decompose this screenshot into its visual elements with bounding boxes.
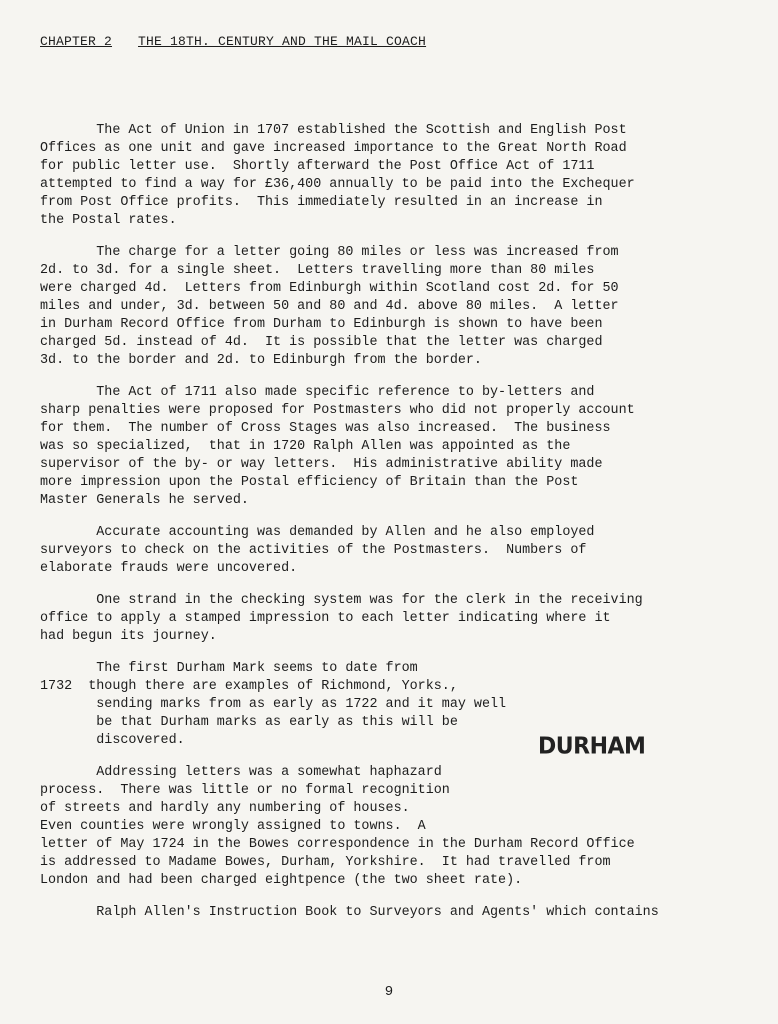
chapter-header <box>40 34 426 49</box>
paragraph-act-of-1711: The Act of 1711 also made specific reference to by-letters and sharp penalties were proposed for Postmasters who did not properly account for them. The number of Cross Stages was also increased. The business was so specialized, that in 1720 Ralph Allen was appointed as the supervisor of the by- or way letters. His administrative ability made more impression upon the Postal efficiency of Britain than the Post Master Generals he served. <box>40 385 635 508</box>
durham-stamp-impression: DURHAM <box>538 733 646 760</box>
paragraph-act-of-union: The Act of Union in 1707 established the Scottish and English Post Offices as one unit and gave increased importance to the Great North Road for public letter use. Shortly afterward the Post Office Act of 1711 attempted to find a way for £36,400 annually to be paid into the Exchequer from Post Office profits. This immediately resulted in an increase in the Postal rates. <box>40 123 635 228</box>
chapter-number: CHAPTER 2 <box>40 34 113 49</box>
paragraph-checking-system: One strand in the checking system was for the clerk in the receiving office to apply a stamped impression to each letter indicating where it had begun its journey. <box>40 593 643 644</box>
paragraph-instruction-book: Ralph Allen's Instruction Book to Surveyors and Agents' which contains <box>40 905 659 920</box>
page-number: 9 <box>384 984 394 1000</box>
paragraph-durham-mark: The first Durham Mark seems to date from 1732 though there are examples of Richmond, Yorks., sending marks from as early as 1722 and it may well be that Durham marks as early as this will be discovered. <box>40 661 507 748</box>
paragraph-letter-charges: The charge for a letter going 80 miles or less was increased from 2d. to 3d. for a single sheet. Letters travelling more than 80 miles were charged 4d. Letters from Edinburgh within Scotland cost 2d. for 50 miles and under, 3d. between 50 and 80 and 4d. above 80 miles. A letter in Durham Record Office from Durham to Edinburgh is shown to have been charged 5d. instead of 4d. It is possible that the letter was charged 3d. to the border and 2d. to Edinburgh from the border. <box>40 245 619 368</box>
paragraph-accurate-accounting: Accurate accounting was demanded by Allen and he also employed surveyors to check on the activities of the Postmasters. Numbers of elaborate frauds were uncovered. <box>40 525 595 576</box>
paragraph-addressing-letters: Addressing letters was a somewhat haphazard process. There was little or no formal recognition of streets and hardly any numbering of houses. Even counties were wrongly assigned to towns. A letter of May 1724 in the Bowes correspondence in the Durham Record Office is addressed to Madame Bowes, Durham, Yorkshire. It had travelled from London and had been charged eightpence (the two sheet rate). <box>40 765 635 888</box>
chapter-title: THE 18TH. CENTURY AND THE MAIL COACH <box>138 34 427 49</box>
